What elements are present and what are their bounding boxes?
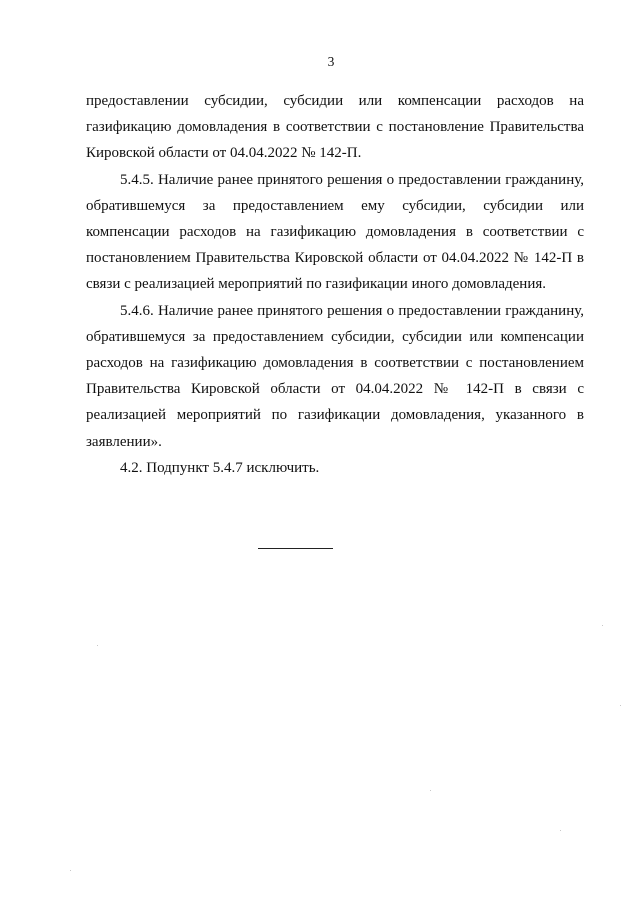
text-line: расходов на газификацию домовладения в соответствии с постановлением <box>86 355 584 372</box>
scan-speck <box>602 625 603 626</box>
text-line: газификацию домовладения в соответствии с постановление Правительства <box>86 119 584 136</box>
document-body <box>86 88 584 481</box>
text-line: обратившемуся за предоставлением субсидии, субсидии или компенсации <box>86 328 584 345</box>
text-line: предоставлении субсидии, субсидии или компенсации расходов на <box>86 93 584 109</box>
scan-speck <box>97 645 98 646</box>
scan-speck <box>430 790 431 791</box>
paragraph-intro <box>86 88 584 167</box>
end-of-text-rule <box>258 548 333 549</box>
text-line: 5.4.6. Наличие ранее принятого решения о предоставлении гражданину, <box>120 302 584 319</box>
text-line: 4.2. Подпункт 5.4.7 исключить. <box>120 459 320 476</box>
text-line: реализацией мероприятий по газификации домовладения, указанного в <box>86 407 584 424</box>
paragraph-5-4-5 <box>86 167 584 298</box>
text-line: Кировской области от 04.04.2022 № 142-П. <box>86 145 362 162</box>
text-line: Правительства Кировской области от 04.04.2022 № 142-П в связи с <box>86 381 584 398</box>
scan-speck <box>560 830 561 831</box>
paragraph-5-4-6 <box>86 298 584 455</box>
page-number: 3 <box>327 54 335 69</box>
scan-speck <box>620 705 621 706</box>
text-line: связи с реализацией мероприятий по газификации иного домовладения. <box>86 276 547 293</box>
paragraph-4-2 <box>86 455 584 481</box>
text-line: 5.4.5. Наличие ранее принятого решения о предоставлении гражданину, <box>120 171 584 188</box>
text-line: постановлением Правительства Кировской области от 04.04.2022 № 142-П в <box>86 250 584 267</box>
text-line: обратившемуся за предоставлением ему субсидии, субсидии или <box>86 197 584 214</box>
text-line: заявлении». <box>86 433 162 450</box>
scan-speck <box>70 870 71 871</box>
text-line: компенсации расходов на газификацию домовладения в соответствии с <box>86 224 584 241</box>
